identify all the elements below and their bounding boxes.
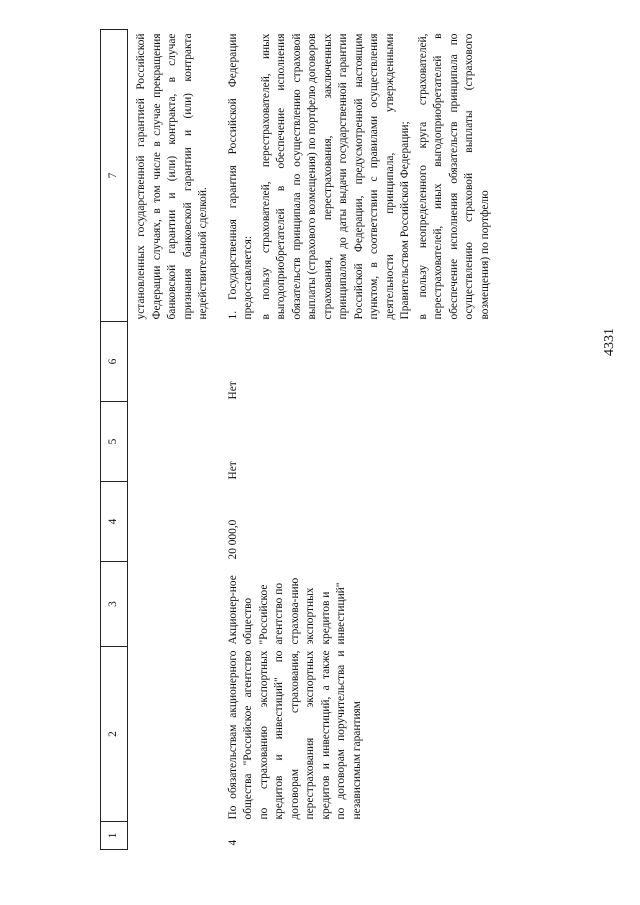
col-header-5: 5 <box>101 402 128 482</box>
guarantee-conditions <box>216 30 496 322</box>
header-row <box>101 30 128 850</box>
continuation-text: установленных государственной гарантией Российской Федерации случаях, в том числе в случае прекращения банковской гарантии и (или) контракта, в случае признания банковской гарантии и (или) контракта недействительной сделкой. <box>135 33 209 320</box>
col-header-3: 3 <box>101 562 128 647</box>
guarantee-table <box>100 29 495 850</box>
col6-value: Нет <box>226 381 239 400</box>
continuation-row <box>128 30 216 850</box>
col-header-6: 6 <box>101 322 128 402</box>
condition-paragraph: в пользу неопределенного круга страхователей, перестрахователей, иных выгодоприобретателей в обеспечение исполнения обязательств принципала по осуществлению страховой выплаты (страхового возмещения) по портфелю <box>416 33 491 320</box>
condition-paragraph: в пользу страхователей, перестрахователей, иных выгодоприобретателей в обеспечение исполнения обязательств принципала по осуществлению страховой выплаты (страхового возмещения) по портфелю договоров страхования, перестрахования, заключенных принципалом до даты выдачи государственной гарантии Российской Федерации, предусмотренной настоящим пунктом, в соответствии с правилами осуществления деятельности принципала, утвержденными Правительством Российской Федерации; <box>259 33 411 320</box>
col-header-7: 7 <box>101 30 128 322</box>
table-row <box>216 30 496 850</box>
condition-paragraph: 1. Государственная гарантия Российской Федерации предоставляется: <box>226 33 254 320</box>
obligation-description: По обязательствам акционерного общества "Российское агентство по страхованию экспортных кредитов и инвестиций" по договорам страхования, перестрахования экспортных кредитов и инвестиций, а также по договорам поручительства и независимым гарантиям <box>226 650 363 820</box>
col5-value: Нет <box>226 461 239 480</box>
col-header-4: 4 <box>101 482 128 562</box>
col-header-1: 1 <box>101 822 128 850</box>
page-number: 4331 <box>602 328 617 356</box>
row-number: 4 <box>226 839 239 846</box>
rotated-table-wrapper <box>100 30 600 850</box>
principal-name: Акционер-ное общество "Российское агентство по страхова-нию экспортных кредитов и инвестиций" <box>226 575 347 645</box>
col-header-2: 2 <box>101 647 128 822</box>
guarantee-amount: 20 000,0 <box>226 519 239 560</box>
